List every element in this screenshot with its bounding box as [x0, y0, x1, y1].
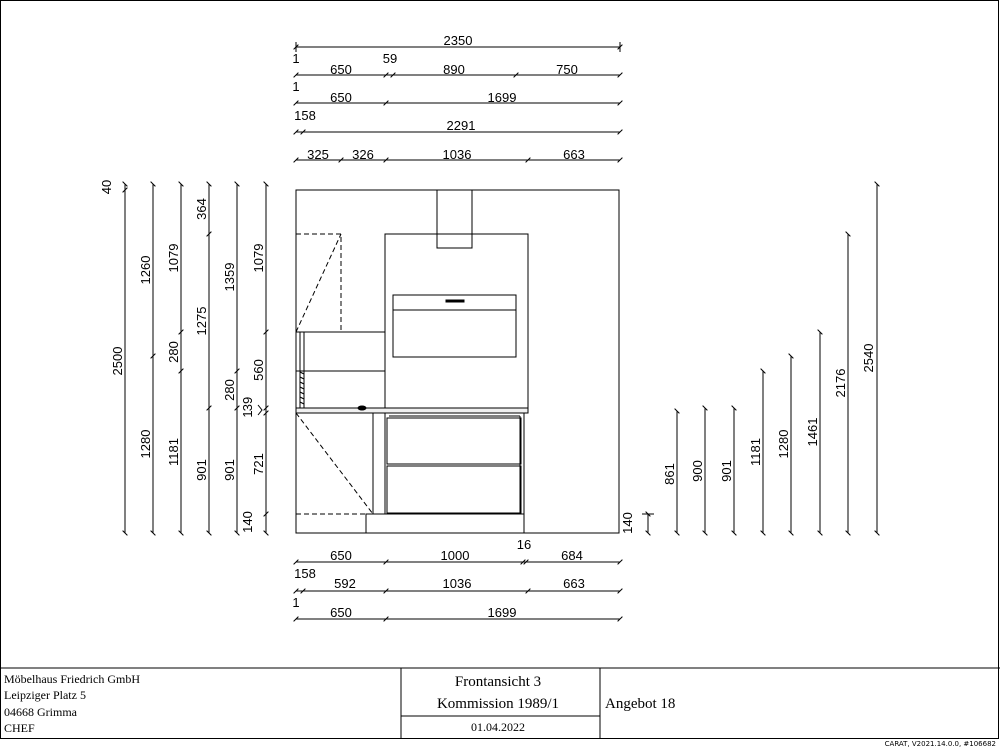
- dim-left-c1-top: 40: [99, 179, 114, 195]
- company-street: Leipziger Platz 5: [4, 688, 86, 702]
- dim-bottom-r1-c: 684: [561, 548, 583, 563]
- dim-bottom-r2-c: 663: [563, 576, 585, 591]
- offer-label: Angebot 18: [605, 696, 676, 712]
- sink-tap: [358, 406, 366, 410]
- room-outline: [296, 190, 619, 533]
- dim-top-r2-small: 59: [382, 51, 398, 66]
- dim-bottom-r3-tick: 1: [292, 595, 300, 610]
- dim-bottom-r3-b: 1699: [487, 605, 517, 620]
- shelf-rack: [300, 372, 304, 404]
- dim-right-h-2540: 2540: [861, 343, 876, 373]
- company-city: 04668 Grimma: [4, 705, 77, 719]
- dim-top-r2-b: 890: [443, 62, 465, 77]
- right-dimension-labels: [620, 344, 876, 534]
- dim-top-r4-tick: 158: [294, 108, 316, 123]
- oven: [393, 295, 516, 357]
- dim-right-h-900: 900: [690, 460, 705, 482]
- dim-left-c5-a: 1359: [222, 262, 237, 292]
- dim-bottom-r1-small: 16: [516, 537, 532, 552]
- oven-handle: [446, 300, 464, 302]
- dim-top-r5-d: 663: [563, 147, 585, 162]
- tall-cabinet: [385, 234, 528, 410]
- dim-left-c6-c: 39: [240, 396, 255, 412]
- dim-right-h-2176: 2176: [833, 368, 848, 398]
- dim-right-h-1461: 1461: [805, 417, 820, 447]
- dim-bottom-r2-tick: 158: [294, 566, 316, 581]
- dim-right-h-861: 861: [662, 463, 677, 485]
- plinth: [366, 514, 524, 533]
- user-name: CHEF: [4, 721, 35, 735]
- dim-bottom-r2-b: 1036: [442, 576, 472, 591]
- bottom-dimension-labels: [292, 537, 584, 620]
- dim-bottom-r3-a: 650: [330, 605, 352, 620]
- view-title: Frontansicht 3: [454, 674, 542, 690]
- software-version: CARAT, V2021.14.0.0, #106682: [884, 740, 996, 748]
- dim-left-c6-d: 1: [240, 410, 255, 418]
- dim-right-base: 140: [620, 512, 635, 534]
- dim-left-c6-f: 140: [240, 511, 255, 533]
- drawing-date: 01.04.2022: [471, 720, 525, 734]
- dim-bottom-r1-b: 1000: [440, 548, 470, 563]
- dim-left-c4-c: 901: [194, 459, 209, 481]
- dim-top-r5-b: 326: [352, 147, 374, 162]
- dim-left-c2-upper: 1260: [138, 255, 153, 285]
- right-dimensions: [642, 184, 877, 533]
- dim-top-r5-c: 1036: [442, 147, 472, 162]
- dim-left-c4-b: 1275: [194, 306, 209, 336]
- worktop: [296, 408, 528, 413]
- dim-right-h-1181: 1181: [748, 438, 763, 466]
- dim-bottom-r1-a: 650: [330, 548, 352, 563]
- dim-left-c4-a: 364: [194, 198, 209, 220]
- top-dimension-labels: [292, 33, 584, 162]
- dim-left-c3-a: 1079: [166, 243, 181, 273]
- dim-right-h-1280: 1280: [776, 429, 791, 459]
- dim-left-c6-a: 1079: [251, 243, 266, 273]
- dim-left-c1-total: 2500: [110, 346, 125, 376]
- dim-left-c5-b: 280: [222, 379, 237, 401]
- dim-left-c5-c: 901: [222, 459, 237, 481]
- dim-top-r2-a: 650: [330, 62, 352, 77]
- dim-top-r2-tick: 1: [292, 51, 300, 66]
- title-block-text: [4, 672, 996, 748]
- dim-top-r5-a: 325: [307, 147, 329, 162]
- dim-left-c6-e: 721: [251, 453, 266, 475]
- drawer-upper: [387, 418, 521, 464]
- dim-top-r3-b: 1699: [487, 90, 517, 105]
- left-dimension-labels: [99, 180, 266, 533]
- company-name: Möbelhaus Friedrich GmbH: [4, 672, 140, 686]
- dim-left-c2-lower: 1280: [138, 429, 153, 459]
- dim-top-total: 2350: [443, 33, 473, 48]
- dim-right-h-901: 901: [719, 460, 734, 482]
- dim-top-r3-tick: 1: [292, 79, 300, 94]
- drawer-lower: [387, 466, 521, 513]
- commission-label: Kommission 1989/1: [436, 696, 560, 712]
- hood-duct: [437, 190, 472, 248]
- dim-top-r4-total: 2291: [446, 118, 476, 133]
- kitchen-front-view: [296, 190, 619, 533]
- dim-left-c3-c: 1181: [166, 438, 181, 466]
- dim-bottom-r2-a: 592: [334, 576, 356, 591]
- dim-left-c3-b: 280: [166, 341, 181, 363]
- dim-top-r3-a: 650: [330, 90, 352, 105]
- sheet-border: [1, 1, 999, 739]
- dim-left-c6-b: 560: [251, 359, 266, 381]
- dim-top-r2-c: 750: [556, 62, 578, 77]
